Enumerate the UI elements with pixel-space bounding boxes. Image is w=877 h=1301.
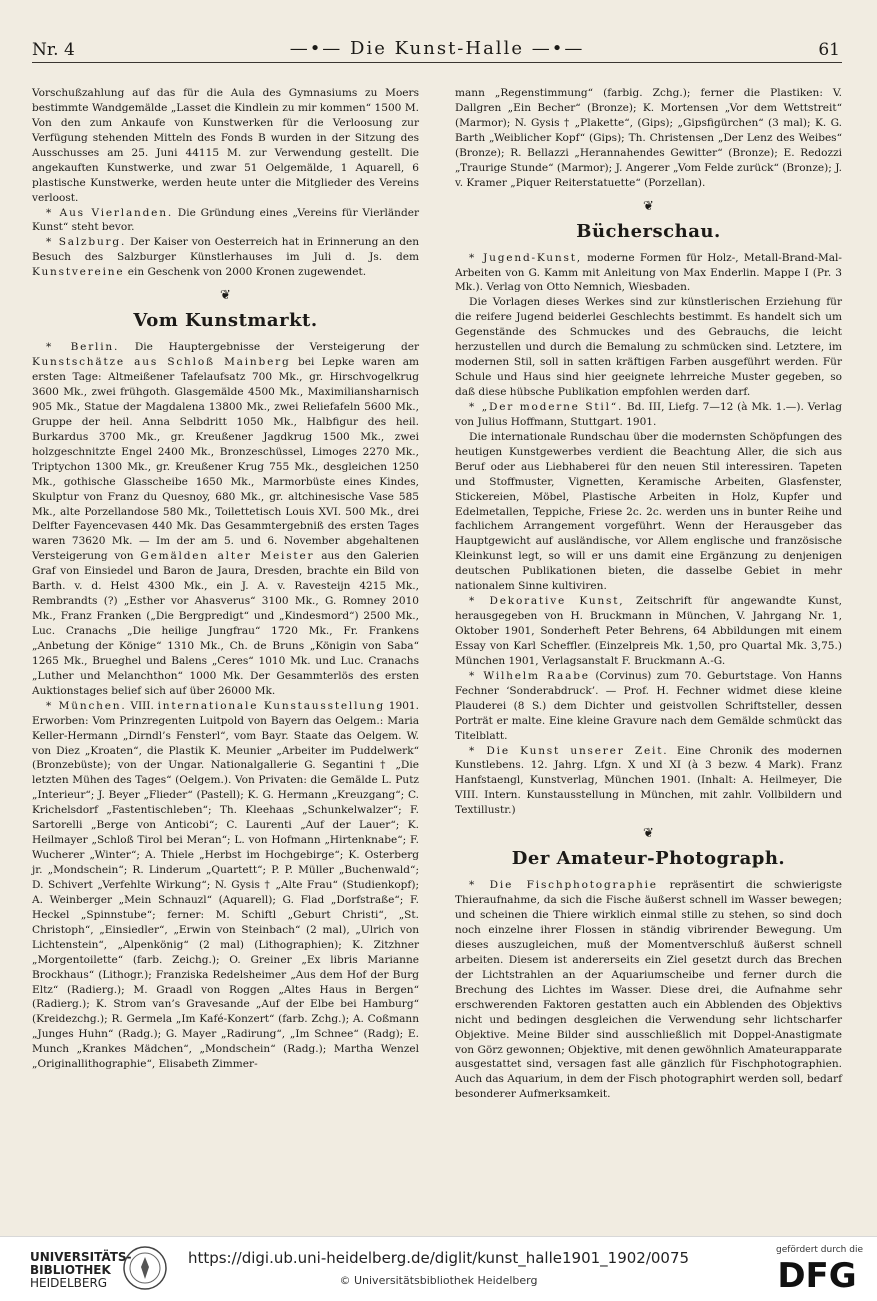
paragraph: Vorschußzahlung auf das für die Aula des Gymnasiums zu Moers bestimmte Wandgemälde „Lasset die Kindlein zu mir kommen“ 1500 M. Von den zum Ankaufe von Kunstwerken für die Verloosung zur Verfügung stehenden Mitteln des Fonds B wurden in der Sitzung des Ausschusses am 25. Juni 44115 M. zur Verwendung gestellt. Die angekauften Kunstwerke, und zwar 51 Oelgemälde, 1 Aquarell, 6 plastische Kunstwerke, werden heute unter die Mitglieder des Vereins verloost. <box>32 87 419 204</box>
logo-line: BIBLIOTHEK <box>30 1263 111 1277</box>
paragraph: Die Vorlagen dieses Werkes sind zur künstlerischen Erziehung für die reifere Jugend beiderlei Geschlechts bestimmt. Es handelt sich um Gegenstände des Schmuckes und des Gebrauchs, die leicht herzustellen und durch die Bemalung zu schmücken sind. Letztere, im modernen Stil, soll in satten kräftigen Farben ausgeführt werden. Für Schule und Haus sind hier geeignete lehrreiche Muster gegeben, so daß diese hübsche Publikation empfohlen werden darf. <box>455 296 842 398</box>
lead-text: * Berlin. <box>46 341 120 354</box>
lead-text: * Die Fischphotographie <box>469 879 658 892</box>
dfg-logo-text: DFG <box>777 1256 857 1291</box>
body-text: 1901. Erworben: Vom Prinzregenten Luitpold von Bayern das Oelgem.: Maria Keller-Hermann „Dirndl’s Fensterl“, vom Bayr. Staate das Oelgem. W. von Diez „Kroaten“, die Plastik K. Meunier „Arbeiter im Puddelwerk“ (Bronzebüste); von der Ungar. Nationalgallerie G. Segantini † „Die letzten Mühen des Tages“ (Oelgem.). Von Privaten: die Gemälde L. Putz „Interieur“; J. Beyer „Flieder“ (Pastell); K. G. Hermann „Kreuzgang“; C. Krichelsdorf „Fastentischleben“; Th. Kleehaas „Schunkelwalzer“; F. Sartorelli „Berge von Anticobi“; C. Laurenti „Auf der Lauer“; K. Heilmayer „Schloß Tirol bei Meran“; L. von Hofmann „Hirtenknabe“; F. Wucherer „Winter“; A. Thiele „Herbst im Hochgebirge“; K. Osterberg jr. „Mondschein“; R. Linderum „Quartett“; P. P. Müller „Buchenwald“; D. Schivert „Verfehlte Wirkung“; N. Gysis † „Alte Frau“ (Studienkopf); A. Weinberger „Mein Schnauzl“ (Aquarell); G. Flad „Dorfstraße“; F. Heckel „Spinnstube“; ferner: M. Schiftl „Geburt Christi“, „St. Christoph“, „Einsiedler“, „Erwin von Steinbach“ (2 mal), „Ulrich von Lichtenstein“, „Alpenkönig“ (2 mal) (Lithographien); K. Zitzhner „Morgentoilette“ (farb. Zeichg.); O. Greiner „Ex libris Marianne Brockhaus“ (Lithogr.); Franziska Redelsheimer „Aus dem Hof der Burg Eltz“ (Radierg.); M. Graadl von Roggen „Altes Haus in Bergen“ (Radierg.); K. Strom van’s Gravesande „Auf der Elbe bei Hamburg“ (Kreidezchg.); R. Germela „Im Kafé-Konzert“ (farb. Zchg.); A. Coßmann „Junges Huhn“ (Radg.); G. Mayer „Radirung“, „Im Schnee“ (Radg); E. Munch „Krankes Mädchen“, „Mondschein“ (Radg.); Martha Wenzel „Originallithographie“, Elisabeth Zimmer- <box>32 699 419 1071</box>
body-text: Die Gründung eines „Vereins für Vierländer Kunst“ steht bevor. <box>32 206 419 234</box>
funding-label: gefördert durch die <box>776 1245 863 1255</box>
lead-text: * Aus Vierlanden. <box>46 206 173 219</box>
body-text: Bd. III, Liefg. 7—12 (à Mk. 1.—). Verlag von Julius Hoffmann, Stuttgart. 1901. <box>455 400 842 428</box>
fleuron-ornament: ❦ <box>643 198 654 214</box>
paragraph <box>455 669 842 744</box>
paragraph <box>455 744 842 819</box>
paragraph <box>455 594 842 669</box>
library-logo[interactable] <box>30 1251 132 1290</box>
viewer-footer <box>0 1236 877 1301</box>
lead-text: * München. <box>46 699 127 712</box>
body-text: VIII. <box>126 699 158 712</box>
spaced-text: Kunstvereine <box>32 266 125 279</box>
journal-title: —•— Die Kunst-Halle —•— <box>289 38 585 59</box>
body-text: Zeitschrift für angewandte Kunst, herausgegeben von H. Bruckmann in München, V. Jahrgang Nr. 1, Oktober 1901, Sonderheft Peter Behrens, 64 Abbildungen mit einem Essay von Karl Scheffler. (Einzelpreis Mk. 1,50, pro Quartal Mk. 3,75.) München 1901, Verlagsanstalt F. Bruckmann A.-G. <box>455 595 842 667</box>
left-column <box>32 86 419 1072</box>
body-text: Eine Chronik des modernen Kunstlebens. 12. Jahrg. Lfgn. X und XI (à 3 bezw. 4 Mark). Franz Hanfstaengl, Kunstverlag, München 1901. (Inhalt: A. Heilmeyer, Die VIII. Intern. Kunstausstellung in München, mit zahlr. Vollbildern und Textillustr.) <box>455 744 842 817</box>
body-text: bei Lepke waren am ersten Tage: Altmeißener Tafelaufsatz 700 Mk., gr. Hirschvogelkrug 3600 Mk., zwei frühgoth. Glasgemälde 4500 Mk., Maximiliansharnisch 905 Mk., Statue der Magdalena 13800 Mk., zwei Reliefafeln 5600 Mk., Gruppe der heil. Anna Selbdritt 1050 Mk., Halbfigur des heil. Burkardus 3700 Mk., gr. Kreußener Jagdkrug 1500 Mk., zwei holzgeschnitzte Engel 2400 Mk., Bronzeschüssel, Limoges 2270 Mk., Triptychon 1300 Mk., gr. Kreußener Krug 755 Mk., desgleichen 1250 Mk., gothische Glasscheibe 1650 Mk., Marmorbüste eines Kindes, Skulptur von Franz du Quesnoy, 680 Mk., gr. altchinesische Vase 585 Mk., alte Porzellandose 580 Mk., Toilettetisch Louis XVI. 500 Mk., drei Delfter Fayencevasen 440 Mk. Das Gesammtergebniß des ersten Tages waren 73620 Mk. — Im der am 5. und 6. November abgehaltenen Versteigerung von <box>32 356 420 563</box>
body-text: Der Kaiser von Oesterreich hat in Erinnerung an den Besuch des Salzburger Künstlerhauses im Juli d. Js. dem <box>32 236 419 264</box>
paragraph <box>455 878 842 1102</box>
issue-number: Nr. 4 <box>32 40 75 60</box>
copyright-notice: © Universitätsbibliothek Heidelberg <box>339 1274 538 1287</box>
paragraph <box>32 206 419 236</box>
body-text: (Corvinus) zum 70. Geburtstage. Von Hanns Fechner ‘Sonderabdruck’. — Prof. H. Fechner widmet diese kleine Plauderei (8 S.) dem Dichter und geistvollen Schriftsteller, dessen Porträt er malte. Eine kleine Gravure nach dem Gemälde schmückt das Titelblatt. <box>455 669 842 742</box>
lead-text: * Die Kunst unserer Zeit. <box>469 744 669 757</box>
section-title-kunstmarkt: Vom Kunstmarkt. <box>133 310 318 332</box>
body-text: repräsentirt die schwierigste Thieraufnahme, da sich die Fische äußerst schnell im Wasser bewegen; und scheinen die Thiere wirklich einmal stille zu stehen, so sind doch noch einzelne ihrer Flossen in ständig vibrirender Bewegung. Um dieses auszugleichen, muß der Momentverschluß äußerst schnell arbeiten. Diesem ist andererseits ein Ziel gesetzt durch das Brechen der Lichtstrahlen an der Aquariumscheibe und ferner durch die Brechung des Lichtes im Wasser. Diese drei, die Aufnahme sehr erschwerenden Faktoren gestatten auch ein Abblenden des Objektivs nicht und bedingen desgleichen die Verwendung sehr lichtscharfer Objektive. Meine Bilder sind ausschließlich mit Doppel-Anastigmate von Görz gewonnen; Objektive, mit denen gewöhnlich Amateurapparate ausgestattet sind, versagen fast alle gänzlich für Fischphotographien. Auch das Aquarium, in dem der Fisch photographirt werden soll, bedarf besonderer Aufmerksamkeit. <box>455 879 842 1101</box>
lead-text: * „Der moderne Stil“. <box>469 400 624 413</box>
lead-text: * Wilhelm Raabe <box>469 669 590 682</box>
section-title-buecherschau: Bücherschau. <box>576 220 721 242</box>
body-text: ein Geschenk von 2000 Kronen zugewendet. <box>124 266 367 279</box>
spaced-text: Gemälden alter Meister <box>140 550 315 563</box>
paragraph: mann „Regenstimmung“ (farbig. Zchg.); ferner die Plastiken: V. Dallgren „Ein Becher“ (Bronze); K. Mortensen „Vor dem Wettstreit“ (Marmor); N. Gysis † „Plakette“, (Gips); „Gipsfigürchen“ (3 mal); K. G. Barth „Weiblicher Kopf“ (Gips); Th. Christensen „Der Lenz des Weibes“ (Bronze); R. Bellazzi „Herannahendes Gewitter“ (Bronze); E. Redozzi „Traurige Stunde“ (Marmor); J. Angerer „Vom Felde zurück“ (Bronze); J. v. Kramer „Piquer Reiterstatuette“ (Porzellan). <box>455 87 842 189</box>
fleuron-ornament: ❦ <box>643 826 654 842</box>
running-header <box>32 36 842 63</box>
paragraph <box>32 699 419 1072</box>
spaced-text: Kunstschätze aus Schloß Mainberg <box>32 356 291 369</box>
logo-line: HEIDELBERG <box>30 1276 108 1290</box>
paragraph <box>455 400 842 430</box>
section-title-amateur-photograph: Der Amateur-Photograph. <box>511 848 786 870</box>
paragraph <box>455 251 842 296</box>
paragraph <box>32 235 419 280</box>
spaced-text: internationale Kunstausstellung <box>157 699 385 712</box>
right-column <box>455 86 842 1102</box>
university-seal-icon <box>122 1245 168 1291</box>
paragraph <box>32 340 419 699</box>
logo-line: UNIVERSITÄTS- <box>30 1250 132 1264</box>
lead-text: * Jugend-Kunst, <box>469 251 582 264</box>
body-text: Die Hauptergebnisse der Versteigerung der <box>119 341 419 354</box>
body-text: moderne Formen für Holz-, Metall-Brand-Mal-Arbeiten von G. Kamm mit Anleitung von Max Enderlin. Mappe I (Pr. 3 Mk.). Verlag von Otto Nemnich, Wiesbaden. <box>455 251 842 294</box>
page-number: 61 <box>818 40 840 60</box>
permalink-url[interactable]: https://digi.ub.uni-heidelberg.de/diglit/kunst_halle1901_1902/0075 <box>187 1249 690 1267</box>
body-text: aus den Galerien Graf von Einsiedel und Baron de Jaura, Dresden, brachte ein Bild von Barth. v. d. Helst 4300 Mk., ein J. A. v. Ravesteijn 4215 Mk., Rembrandts (?) „Esther vor Ahasverus“ 3100 Mk., G. Romney 2010 Mk., Franz Franken („Die Bergpredigt“ und „Kindesmord“) 2500 Mk., Luc. Cranachs „Die heilige Jungfrau“ 1720 Mk., Fr. Frankens „Anbetung der Könige“ 1310 Mk., Ch. de Bruns „Königin von Saba“ 1265 Mk., Brueghel und Balens „Ceres“ 1010 Mk. und Luc. Cranachs „Luther und Melanchthon“ 1000 Mk. Der Gesammterlös des ersten Auktionstages belief sich auf über 26000 Mk. <box>32 550 419 697</box>
lead-text: * Salzburg. <box>46 236 127 249</box>
dfg-logo-icon[interactable] <box>771 1255 863 1291</box>
paragraph: Die internationale Rundschau über die modernsten Schöpfungen des heutigen Kunstgewerbes verdient die Beachtung Aller, die sich aus Beruf oder aus Liebhaberei für den neuen Stil interessiren. Tapeten und Stoffmuster, Vignetten, Keramische Arbeiten, Glasfenster, Stickereien, Möbel, Plastische Arbeiten in Holz, Kupfer und Edelmetallen, Teppiche, Friese 2c. 2c. werden uns in bunter Reihe und fachlichem Arrangement vorgeführt. Wenn der Herausgeber das Hauptgewicht auf ausländische, vor Allem englische und französische Kleinkunst legt, so will er uns damit eine Ergänzung zu denjenigen deutschen Publikationen bieten, die dasselbe Gebiet in mehr nationalem Sinne kultiviren. <box>455 430 842 593</box>
lead-text: * Dekorative Kunst, <box>469 595 625 608</box>
fleuron-ornament: ❦ <box>220 288 231 304</box>
